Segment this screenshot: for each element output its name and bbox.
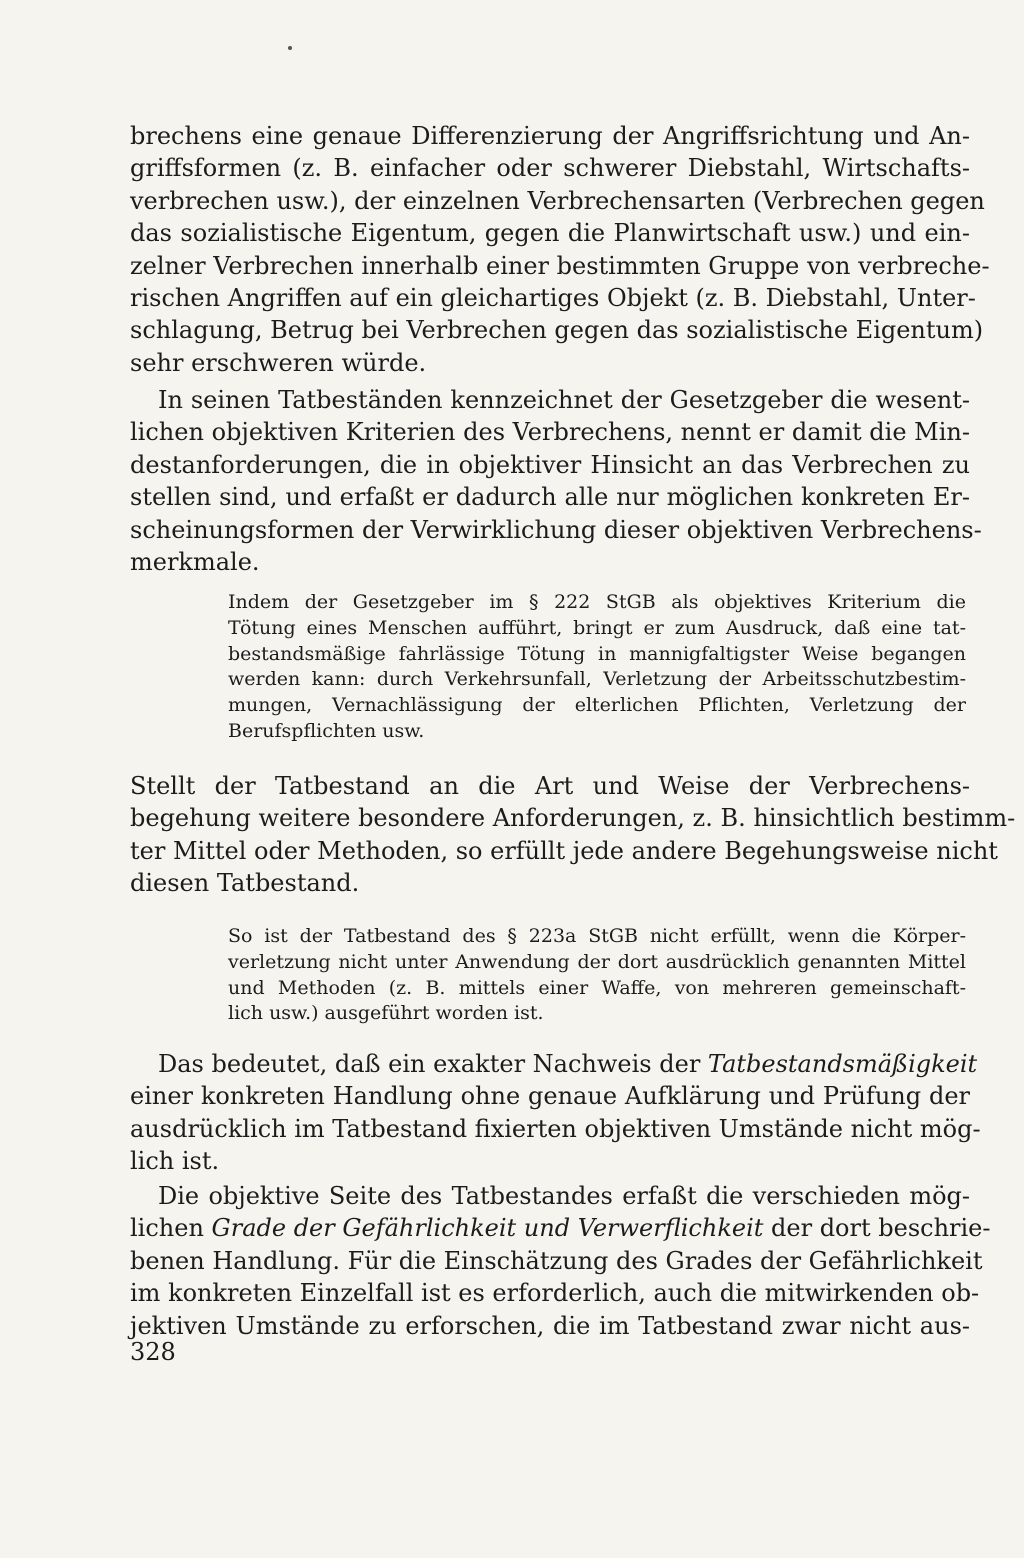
text-line: lichen objektiven Kriterien des Verbrechens, nennt er damit die Min-	[130, 418, 970, 447]
text-run: Das bedeutet, daß ein exakter Nachweis der	[158, 1050, 708, 1078]
page-number: 328	[130, 1338, 176, 1366]
text-line: rischen Angriffen auf ein gleichartiges Objekt (z. B. Diebstahl, Unter-	[130, 284, 976, 313]
text-line: verletzung nicht unter Anwendung der dort ausdrücklich genannten Mittel	[228, 950, 966, 973]
text-run: lichen	[130, 1214, 212, 1243]
text-line: So ist der Tatbestand des § 223a StGB nicht erfüllt, wenn die Körper-	[228, 925, 966, 947]
print-speck	[288, 46, 292, 50]
text-line: Berufspflichten usw.	[228, 719, 425, 742]
text-line: lich ist.	[130, 1147, 220, 1176]
text-line: schlagung, Betrug bei Verbrechen gegen das sozialistische Eigentum)	[130, 316, 984, 345]
paragraph-5	[130, 1180, 991, 1342]
text-line: mungen, Vernachlässigung der elterlichen Pflichten, Verletzung der	[228, 694, 966, 717]
text-line: scheinungsformen der Verwirklichung dieser objektiven Verbrechens-	[130, 515, 982, 544]
text-line: verbrechen usw.), der einzelnen Verbrechensarten (Verbrechen gegen	[130, 186, 985, 215]
example-paragraph-1	[228, 590, 966, 745]
text-line: werden kann: durch Verkehrsunfall, Verletzung der Arbeitsschutzbestim-	[228, 668, 966, 691]
text-line: zelner Verbrechen innerhalb einer bestimmten Gruppe von verbreche-	[130, 251, 990, 280]
text-line: bestandsmäßige fahrlässige Tötung in mannigfaltigster Weise begangen	[228, 642, 966, 665]
example-paragraph-2	[228, 924, 966, 1027]
text-line: stellen sind, und erfaßt er dadurch alle nur möglichen konkreten Er-	[130, 483, 970, 512]
text-line: begehung weitere besondere Anforderungen, z. B. hinsichtlich bestimm-	[130, 804, 1016, 833]
text-line: Stellt der Tatbestand an die Art und Weise der Verbrechens-	[130, 772, 970, 800]
text-line: im konkreten Einzelfall ist es erforderlich, auch die mitwirkenden ob-	[130, 1279, 980, 1308]
text-line: destanforderungen, die in objektiver Hinsicht an das Verbrechen zu	[130, 450, 970, 479]
paragraph-1	[130, 120, 990, 379]
text-line: In seinen Tatbeständen kennzeichnet der Gesetzgeber die wesent-	[158, 386, 970, 414]
text-line: einer konkreten Handlung ohne genaue Aufklärung und Prüfung der	[130, 1082, 970, 1111]
text-line: diesen Tatbestand.	[130, 869, 360, 898]
paragraph-4	[130, 1048, 981, 1178]
text-line: brechens eine genaue Differenzierung der Angriffsrichtung und An-	[130, 122, 970, 150]
text-line	[130, 1212, 991, 1244]
text-line: lich usw.) ausgeführt worden ist.	[228, 1002, 544, 1025]
italic-term: Tatbestandsmäßigkeit	[707, 1050, 978, 1078]
text-run: der dort beschrie-	[763, 1214, 991, 1243]
text-line: und Methoden (z. B. mittels einer Waffe, von mehreren gemeinschaft-	[228, 976, 966, 999]
paragraph-2	[130, 384, 982, 578]
text-line: Indem der Gesetzgeber im § 222 StGB als objektives Kriterium die	[228, 591, 966, 613]
text-line: jektiven Umstände zu erforschen, die im Tatbestand zwar nicht aus-	[130, 1311, 970, 1340]
text-line: benen Handlung. Für die Einschätzung des Grades der Gefährlichkeit	[130, 1246, 983, 1275]
text-line: merkmale.	[130, 548, 260, 577]
text-line: ausdrücklich im Tatbestand fixierten objektiven Umstände nicht mög-	[130, 1114, 981, 1143]
text-line: das sozialistische Eigentum, gegen die Planwirtschaft usw.) und ein-	[130, 219, 970, 248]
paragraph-3	[130, 770, 1016, 900]
italic-term: Grade der Gefährlichkeit und Verwerflichkeit	[211, 1214, 764, 1243]
text-line: ter Mittel oder Methoden, so erfüllt jede andere Begehungsweise nicht	[130, 836, 998, 865]
text-line: griffsformen (z. B. einfacher oder schwerer Diebstahl, Wirtschafts-	[130, 154, 970, 183]
text-line: sehr erschweren würde.	[130, 348, 427, 377]
text-line: Die objektive Seite des Tatbestandes erfaßt die verschieden mög-	[158, 1182, 970, 1210]
text-line: Tötung eines Menschen aufführt, bringt er zum Ausdruck, daß eine tat-	[228, 616, 966, 639]
text-line	[130, 1048, 978, 1080]
